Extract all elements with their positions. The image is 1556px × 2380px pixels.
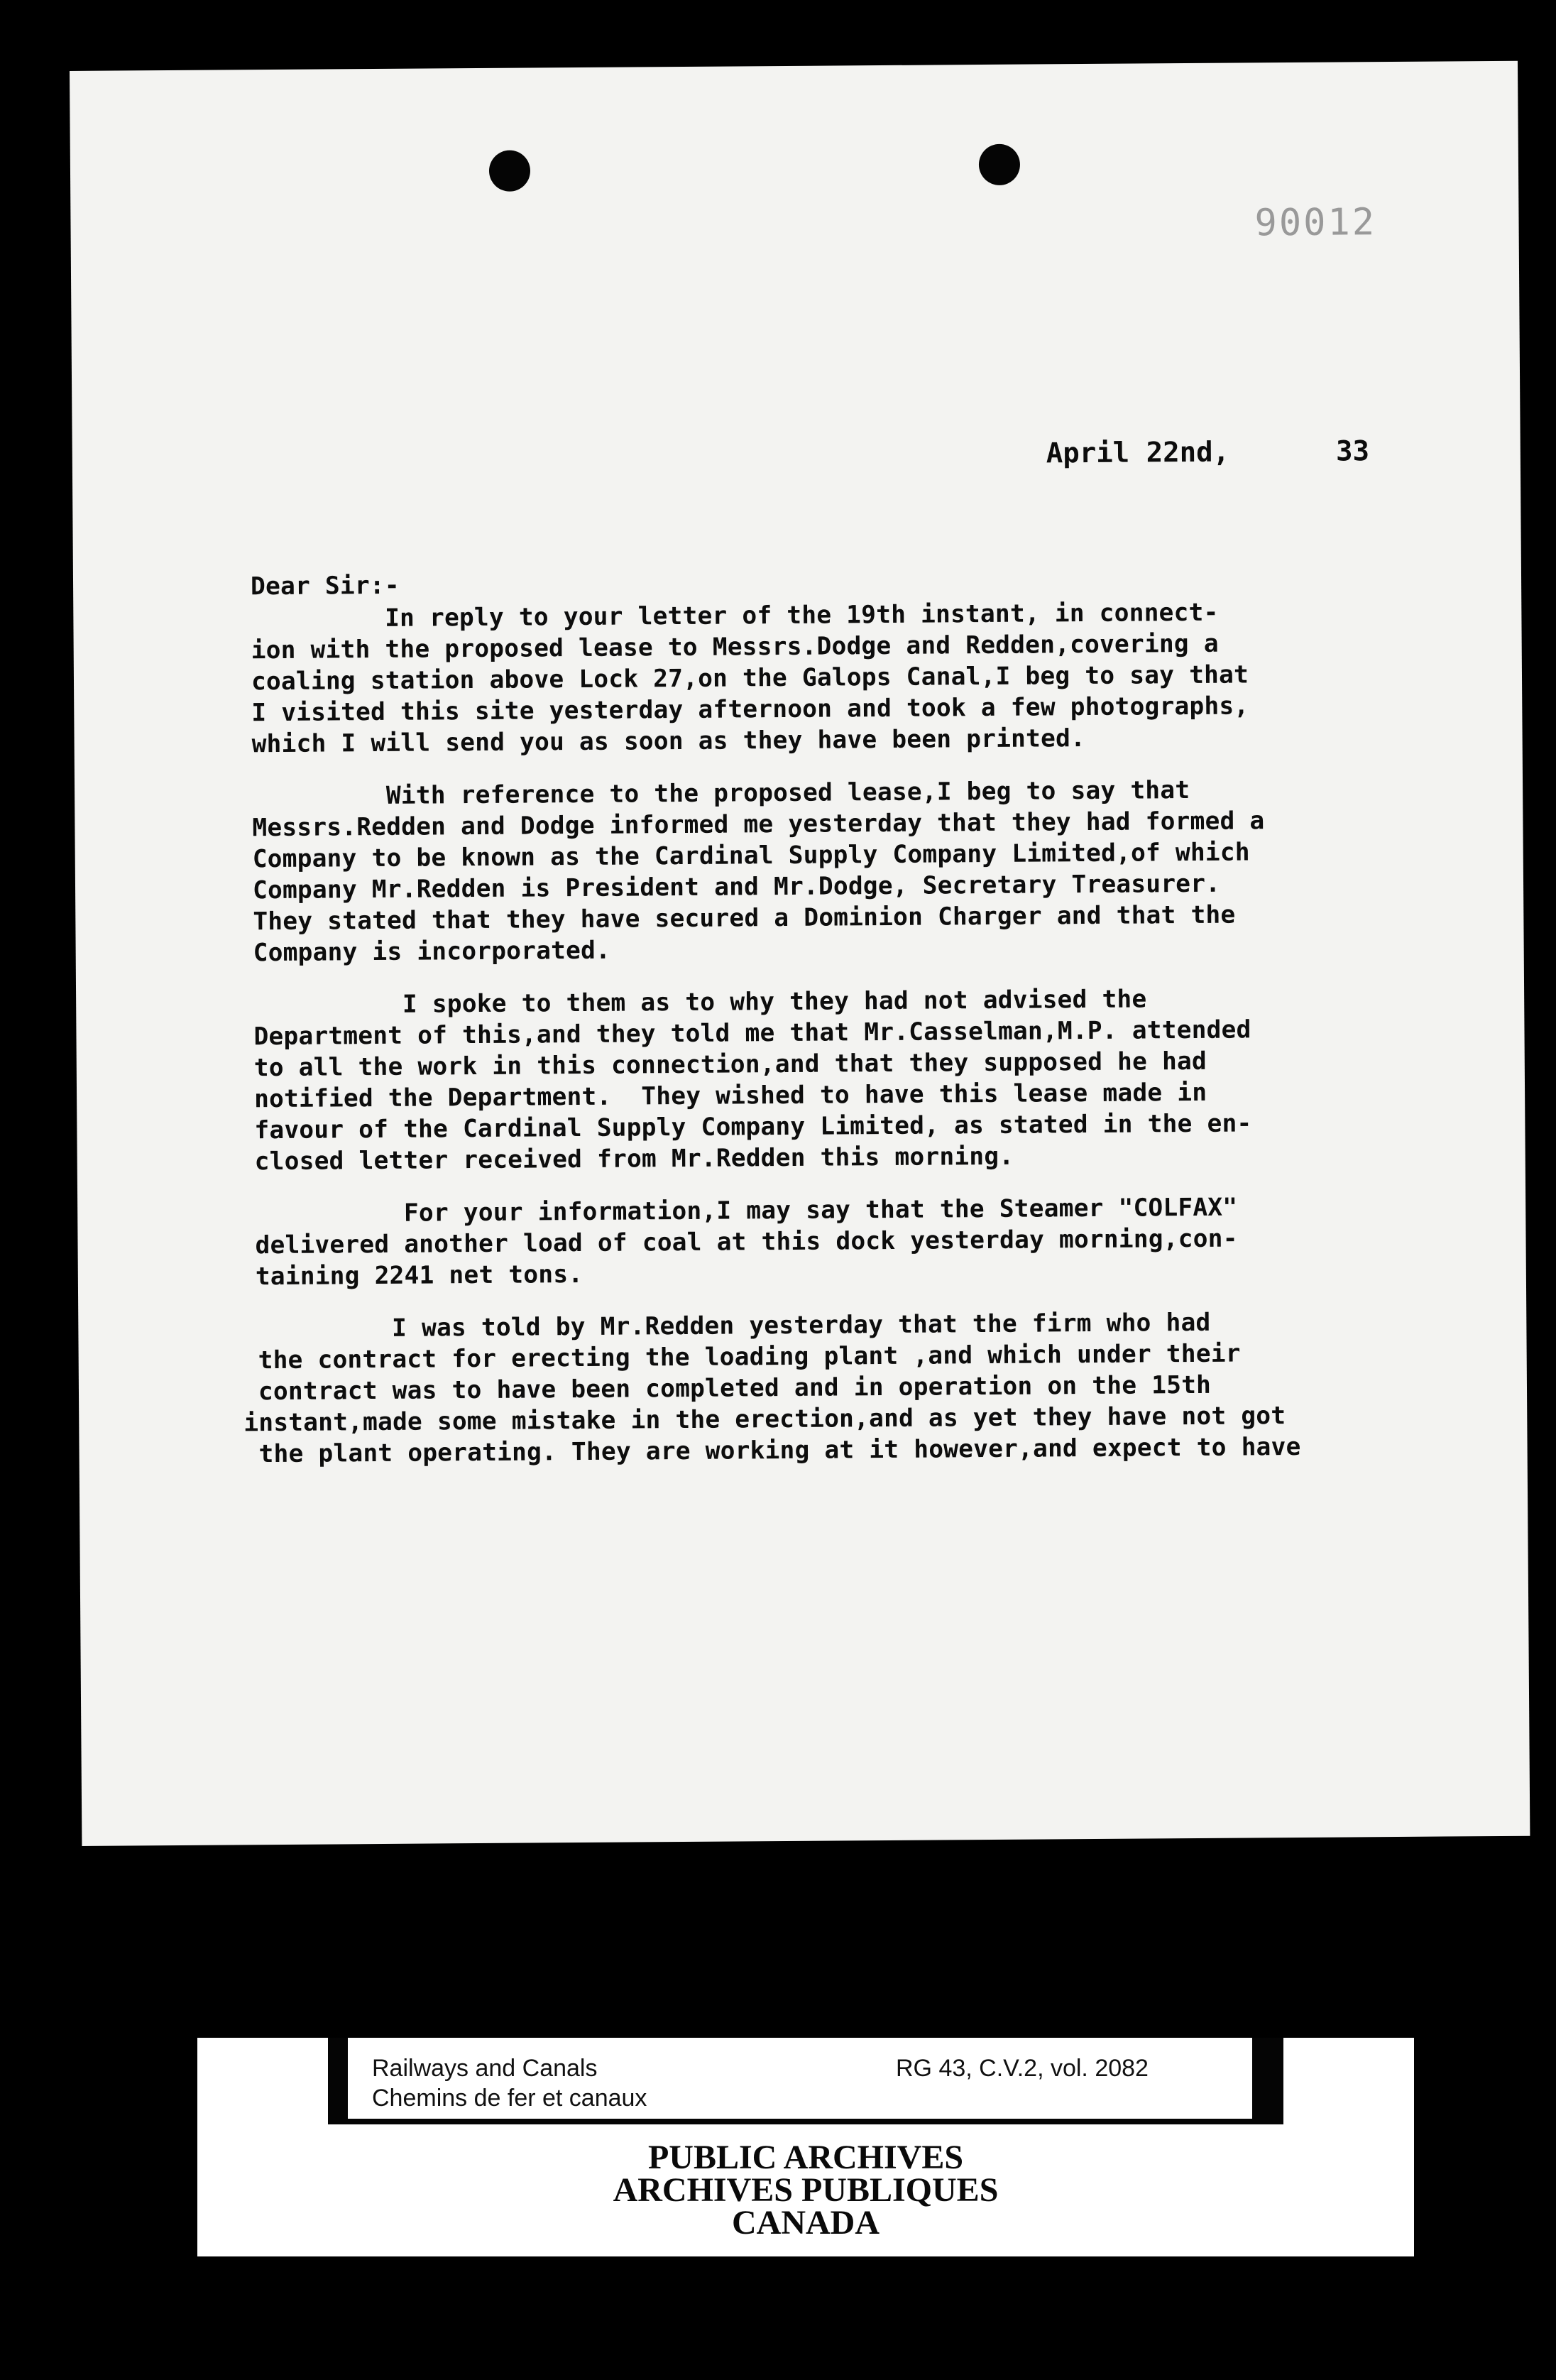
- text-line: instant,made some mistake in the erection,and as yet they have not got: [243, 1402, 1286, 1438]
- text-line: delivered another load of coal at this dock yesterday morning,con-: [255, 1224, 1238, 1260]
- text-line: ion with the proposed lease to Messrs.Dodge and Redden,covering a: [251, 629, 1219, 665]
- text-line: contract was to have been completed and in operation on the 15th: [243, 1370, 1212, 1407]
- text-line: They stated that they have secured a Dominion Charger and that the: [253, 900, 1236, 937]
- text-line: Department of this,and they told me that Mr.Casselman,M.P. attended: [253, 1015, 1251, 1052]
- letter-dateline: [1046, 435, 1370, 469]
- text-line: the plant operating. They are working at it however,and expect to have: [243, 1432, 1301, 1469]
- letter-paragraph-4: [255, 1190, 1519, 1292]
- text-line: favour of the Cardinal Supply Company Limited, as stated in the en-: [254, 1109, 1252, 1145]
- text-line: closed letter received from Mr.Redden this morning.: [254, 1142, 1014, 1177]
- letter-date-suffix: 33: [1335, 435, 1370, 468]
- archive-reference-box: [348, 2038, 1252, 2119]
- letter-salutation: Dear Sir:-: [250, 571, 400, 601]
- text-line: Messrs.Redden and Dodge informed me yesterday that they had formed a: [252, 807, 1265, 843]
- letter-page: [70, 61, 1530, 1846]
- archive-title-country: CANADA: [732, 2204, 880, 2242]
- text-line: the contract for erecting the loading plant ,and which under their: [243, 1339, 1241, 1375]
- text-line: taining 2241 net tons.: [255, 1260, 584, 1292]
- letter-paragraph-3: [253, 981, 1518, 1177]
- letter-paragraph-2: [252, 773, 1517, 968]
- text-line: In reply to your letter of the 19th instant, in connect-: [251, 598, 1219, 634]
- letter-paragraph-5: [243, 1305, 1520, 1470]
- archive-title-french: ARCHIVES PUBLIQUES: [613, 2171, 999, 2209]
- letter-body: [243, 562, 1521, 1490]
- letter-date: April 22nd,: [1046, 436, 1230, 470]
- archive-reference-strip: [328, 2038, 1283, 2124]
- text-line: I spoke to them as to why they had not advised the: [253, 985, 1147, 1020]
- text-line: to all the work in this connection,and that they supposed he had: [253, 1047, 1207, 1083]
- page-stamp-number: 90012: [1254, 201, 1377, 245]
- text-line: I was told by Mr.Redden yesterday that the firm who had: [243, 1308, 1211, 1344]
- archive-department-french: Chemins de fer et canaux: [372, 2085, 647, 2112]
- archive-department-english: Railways and Canals: [372, 2055, 598, 2082]
- archive-label-card: [197, 2038, 1414, 2256]
- text-line: I visited this site yesterday afternoon and took a few photographs,: [251, 692, 1249, 728]
- archive-reference-number: RG 43, C.V.2, vol. 2082: [896, 2055, 1149, 2082]
- archive-title-english: PUBLIC ARCHIVES: [647, 2139, 964, 2176]
- text-line: With reference to the proposed lease,I beg to say that: [252, 776, 1190, 812]
- text-line: Company Mr.Redden is President and Mr.Dodge, Secretary Treasurer.: [252, 869, 1221, 905]
- text-line: notified the Department. They wished to have this lease made in: [253, 1078, 1207, 1114]
- letter-paragraph-1: [251, 595, 1515, 760]
- punch-hole-right: [979, 144, 1020, 185]
- text-line: Company is incorporated.: [253, 936, 611, 968]
- punch-hole-left: [489, 150, 530, 191]
- text-line: which I will send you as soon as they have been printed.: [251, 724, 1086, 759]
- text-line: coaling station above Lock 27,on the Galops Canal,I beg to say that: [251, 660, 1249, 697]
- text-line: Company to be known as the Cardinal Supply Company Limited,of which: [252, 838, 1250, 874]
- text-line: For your information,I may say that the Steamer "COLFAX": [255, 1193, 1238, 1229]
